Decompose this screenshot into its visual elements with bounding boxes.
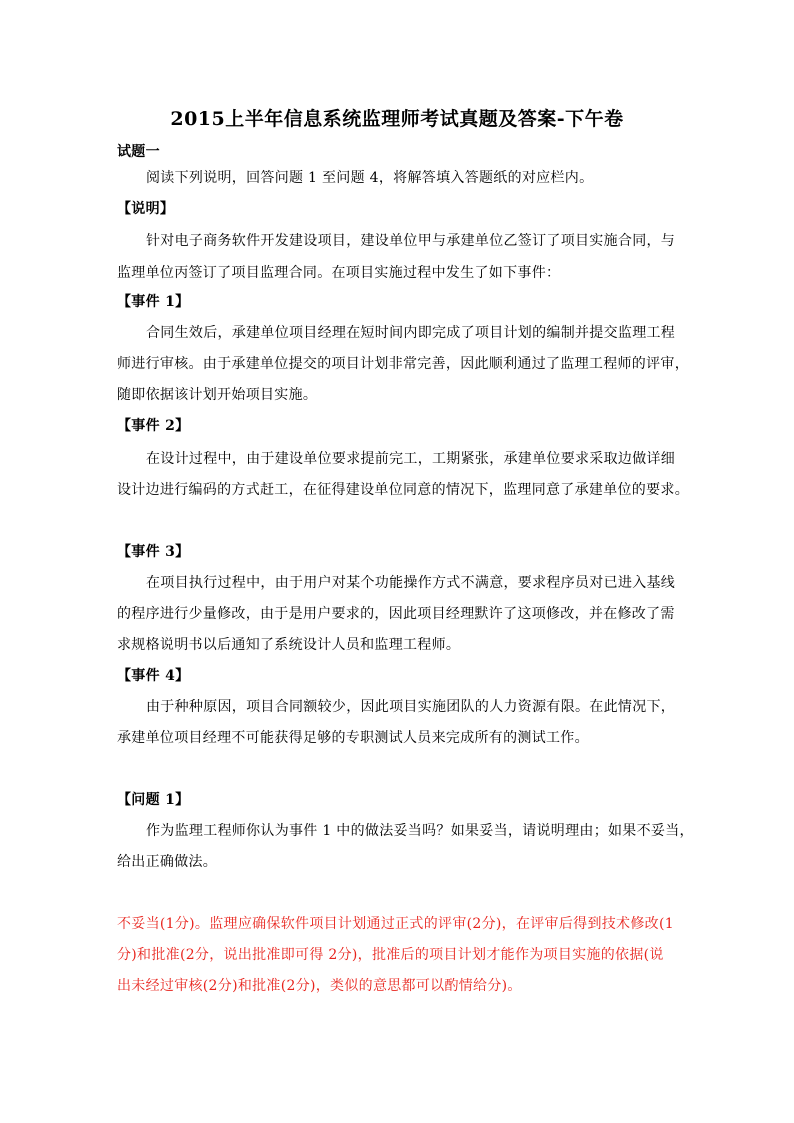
event3-line: 的程序进行少量修改，由于是用户要求的，因此项目经理默许了这项修改，并在修改了需: [117, 606, 675, 622]
explain-line: 监理单位丙签订了项目监理合同。在项目实施过程中发生了如下事件：: [117, 265, 561, 281]
question1-label: 【问题 1】: [117, 792, 190, 808]
event1-line: 师进行审核。由于承建单位提交的项目计划非常完善，因此顺利通过了监理工程师的评审，: [117, 356, 689, 372]
answer1-line: 出未经过审核(2分)和批准(2分)，类似的意思都可以酌情给分)。: [117, 978, 522, 994]
event1-line: 合同生效后，承建单位项目经理在短时间内即完成了项目计划的编制并提交监理工程: [146, 325, 676, 341]
event2-line: 设计边进行编码的方式赶工，在征得建设单位同意的情况下，监理同意了承建单位的要求。: [117, 482, 689, 498]
intro-text: 阅读下列说明，回答问题 1 至问题 4，将解答填入答题纸的对应栏内。: [146, 170, 594, 186]
answer1-line: 不妥当(1分)。监理应确保软件项目计划通过正式的评审(2分)，在评审后得到技术修改(1: [117, 916, 674, 932]
event4-label: 【事件 4】: [117, 668, 190, 684]
event2-line: 在设计过程中，由于建设单位要求提前完工，工期紧张，承建单位要求采取边做详细: [146, 451, 676, 467]
event3-line: 求规格说明书以后通知了系统设计人员和监理工程师。: [117, 637, 461, 653]
question1-line: 作为监理工程师你认为事件 1 中的做法妥当吗？如果妥当，请说明理由；如果不妥当，: [146, 823, 694, 839]
test-heading: 试题一: [117, 144, 160, 160]
event2-label: 【事件 2】: [117, 418, 190, 434]
event4-line: 承建单位项目经理不可能获得足够的专职测试人员来完成所有的测试工作。: [117, 730, 589, 746]
event4-line: 由于种种原因，项目合同额较少，因此项目实施团队的人力资源有限。在此情况下，: [146, 699, 676, 715]
explain-label: 【说明】: [117, 201, 175, 217]
event3-line: 在项目执行过程中，由于用户对某个功能操作方式不满意，要求程序员对已进入基线: [146, 575, 676, 591]
event1-line: 随即依据该计划开始项目实施。: [117, 387, 318, 403]
event1-label: 【事件 1】: [117, 294, 190, 310]
answer1-line: 分)和批准(2分，说出批准即可得 2分)，批准后的项目计划才能作为项目实施的依据(说: [117, 947, 664, 963]
explain-line: 针对电子商务软件开发建设项目，建设单位甲与承建单位乙签订了项目实施合同，与: [146, 233, 676, 249]
document-title: 2015上半年信息系统监理师考试真题及答案-下午卷: [170, 108, 624, 130]
event3-label: 【事件 3】: [117, 544, 190, 560]
question1-line: 给出正确做法。: [117, 854, 218, 870]
